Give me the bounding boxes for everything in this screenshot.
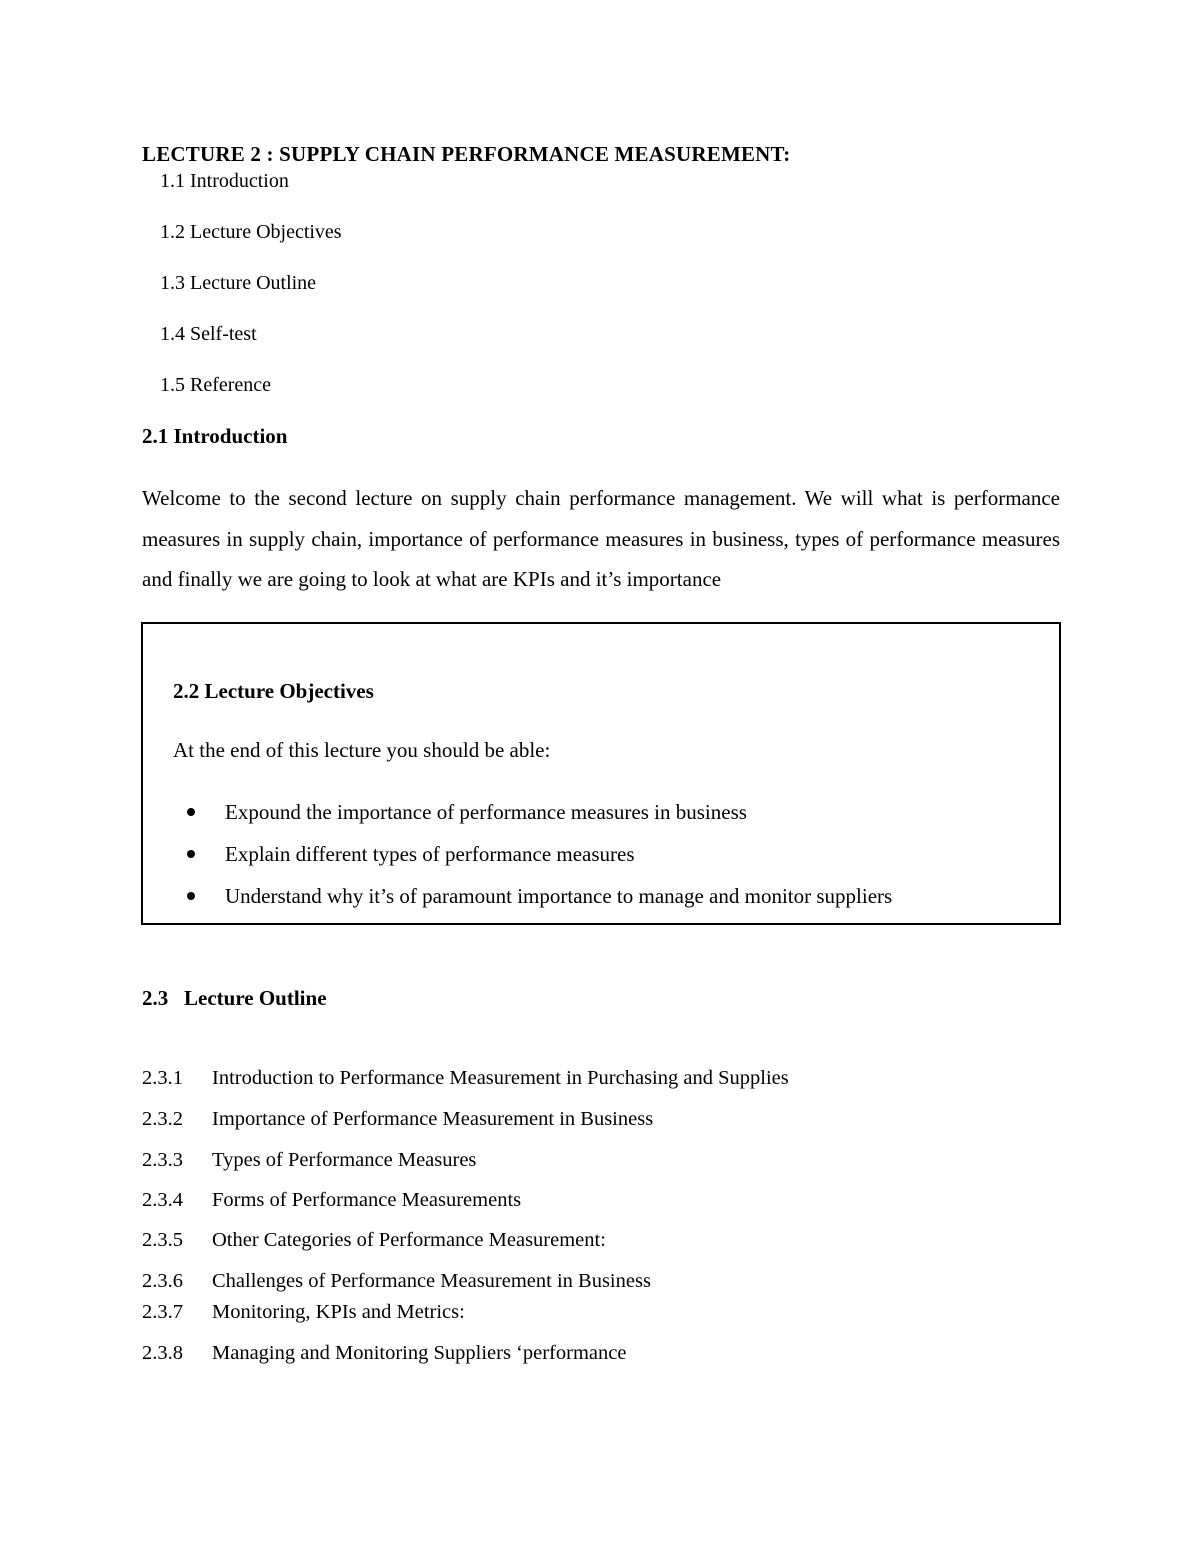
bullet-icon bbox=[187, 892, 195, 900]
objective-item bbox=[187, 884, 892, 909]
outline-number: 2.3.2 bbox=[142, 1108, 183, 1130]
outline-number: 2.3.7 bbox=[142, 1301, 183, 1323]
outline-number: 2.3.5 bbox=[142, 1229, 183, 1251]
toc-item: 1.5 Reference bbox=[160, 374, 272, 396]
lecture-title: LECTURE 2 : SUPPLY CHAIN PERFORMANCE MEASUREMENT: bbox=[142, 142, 791, 166]
toc-item: 1.3 Lecture Outline bbox=[160, 272, 317, 294]
toc-item: 1.4 Self-test bbox=[160, 323, 257, 345]
objective-text: Explain different types of performance measures bbox=[225, 842, 635, 866]
objective-text: Expound the importance of performance measures in business bbox=[225, 800, 747, 824]
outline-text: Forms of Performance Measurements bbox=[212, 1189, 522, 1211]
objective-item bbox=[187, 800, 747, 825]
outline-text: Introduction to Performance Measurement in Purchasing and Supplies bbox=[212, 1067, 789, 1089]
bullet-icon bbox=[187, 850, 195, 858]
objective-item bbox=[187, 842, 635, 867]
outline-number: 2.3.4 bbox=[142, 1189, 183, 1211]
outline-text: Managing and Monitoring Suppliers ‘performance bbox=[212, 1342, 627, 1364]
objective-text: Understand why it’s of paramount importance to manage and monitor suppliers bbox=[225, 884, 893, 908]
outline-text: Types of Performance Measures bbox=[212, 1149, 477, 1171]
objectives-heading: 2.2 Lecture Objectives bbox=[173, 679, 374, 703]
outline-number: 2.3.1 bbox=[142, 1067, 183, 1089]
outline-number: 2.3.8 bbox=[142, 1342, 183, 1364]
introduction-heading: 2.1 Introduction bbox=[142, 424, 288, 448]
objectives-lead: At the end of this lecture you should be able: bbox=[173, 738, 551, 762]
outline-number: 2.3.6 bbox=[142, 1270, 183, 1292]
toc-item: 1.2 Lecture Objectives bbox=[160, 221, 342, 243]
outline-number: 2.3.3 bbox=[142, 1149, 183, 1171]
objectives-box bbox=[141, 622, 1061, 925]
outline-heading: 2.3 Lecture Outline bbox=[142, 986, 327, 1010]
bullet-icon bbox=[187, 808, 195, 816]
outline-text: Monitoring, KPIs and Metrics: bbox=[212, 1301, 465, 1323]
outline-text: Other Categories of Performance Measurement: bbox=[212, 1229, 606, 1251]
toc-item: 1.1 Introduction bbox=[160, 170, 289, 192]
introduction-paragraph: Welcome to the second lecture on supply chain performance management. We will what is performance measures in supply chain, importance of performance measures in business, types of performance measures and finally we are going to look at what are KPIs and it’s importance bbox=[142, 486, 1060, 591]
outline-text: Importance of Performance Measurement in Business bbox=[212, 1108, 654, 1130]
outline-text: Challenges of Performance Measurement in Business bbox=[212, 1270, 651, 1292]
